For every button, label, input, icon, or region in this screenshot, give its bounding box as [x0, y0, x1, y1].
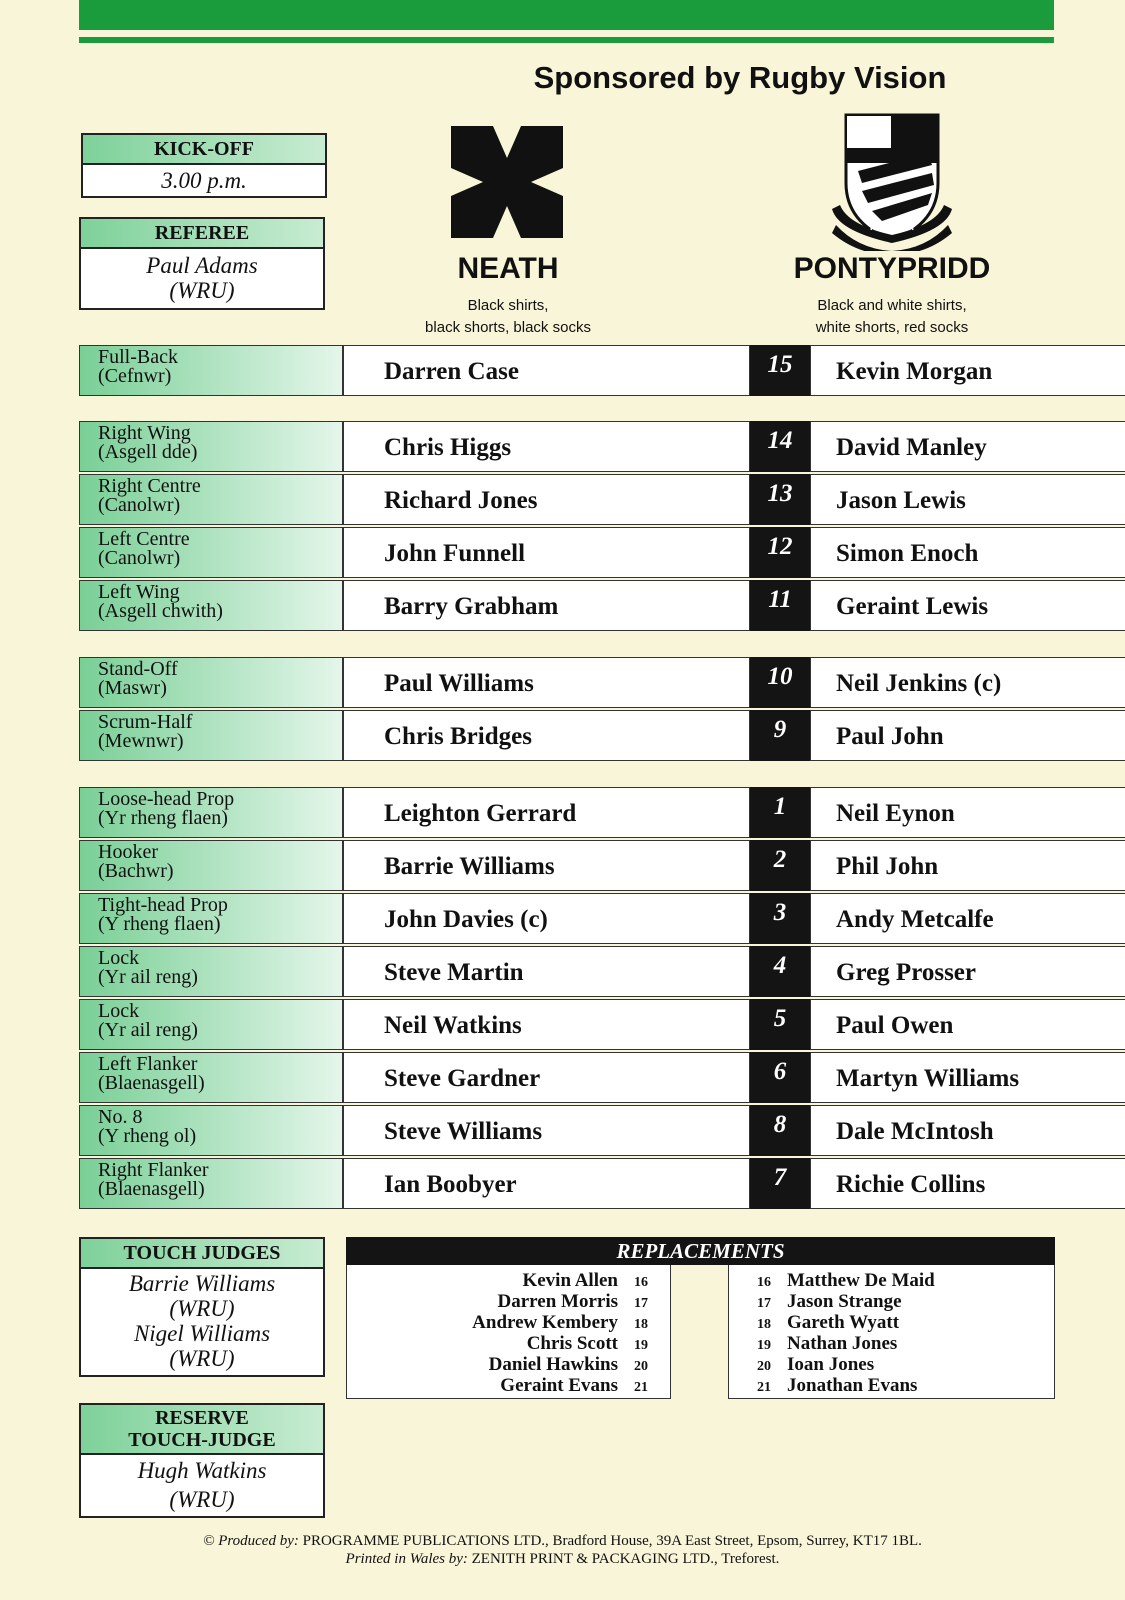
position-welsh: (Y rheng flaen) [98, 913, 221, 935]
home-player: Ian Boobyer [343, 1158, 750, 1209]
reserve-label-line1: RESERVE [155, 1407, 249, 1429]
shirt-number: 8 [750, 1105, 810, 1156]
replacement-number: 21 [634, 1380, 648, 1395]
home-kit [358, 295, 658, 339]
team-sheet-row [79, 787, 1054, 838]
position-name: Right Flanker [98, 1159, 209, 1181]
shirt-number: 2 [750, 840, 810, 891]
position-cell [79, 474, 343, 525]
position-welsh: (Y rheng ol) [98, 1125, 197, 1147]
home-player: Barry Grabham [343, 580, 750, 631]
replacement-name: Darren Morris [497, 1291, 618, 1312]
position-welsh: (Maswr) [98, 677, 167, 699]
home-replacement [347, 1291, 648, 1312]
replacement-name: Matthew De Maid [787, 1270, 935, 1291]
kickoff-box [81, 133, 327, 198]
position-cell [79, 1105, 343, 1156]
neath-cross-logo [451, 126, 563, 238]
position-cell [79, 840, 343, 891]
away-player: Dale McIntosh [810, 1105, 1125, 1156]
position-cell [79, 345, 343, 396]
home-replacement [347, 1354, 648, 1375]
home-player: John Funnell [343, 527, 750, 578]
top-green-bar [79, 0, 1054, 30]
away-player: Andy Metcalfe [810, 893, 1125, 944]
away-player: Richie Collins [810, 1158, 1125, 1209]
replacement-name: Andrew Kembery [472, 1312, 618, 1333]
reserve-union: (WRU) [169, 1487, 235, 1512]
position-name: No. 8 [98, 1106, 143, 1128]
home-player: Paul Williams [343, 657, 750, 708]
kickoff-label: KICK-OFF [83, 135, 325, 165]
shirt-number: 13 [750, 474, 810, 525]
away-player: Jason Lewis [810, 474, 1125, 525]
away-replacement [757, 1354, 1054, 1375]
home-player: Darren Case [343, 345, 750, 396]
shirt-number: 14 [750, 421, 810, 472]
position-cell [79, 999, 343, 1050]
position-name: Scrum-Half [98, 711, 193, 733]
home-player: Chris Bridges [343, 710, 750, 761]
position-welsh: (Cefnwr) [98, 365, 172, 387]
position-name: Left Centre [98, 528, 190, 550]
position-name: Loose-head Prop [98, 788, 235, 810]
home-team-name: NEATH [457, 252, 559, 285]
position-name: Lock [98, 947, 140, 969]
replacement-number: 19 [634, 1338, 648, 1353]
produced-label: © Produced by: [203, 1533, 299, 1549]
touch-judge-1-name: Barrie Williams [128, 1271, 276, 1296]
team-sheet-row [79, 1158, 1054, 1209]
team-sheet-row [79, 1052, 1054, 1103]
referee-box [79, 217, 325, 310]
shirt-number: 6 [750, 1052, 810, 1103]
position-cell [79, 421, 343, 472]
team-sheet-row [79, 710, 1054, 761]
touch-judges-box [79, 1237, 325, 1377]
away-player: David Manley [810, 421, 1125, 472]
position-cell [79, 893, 343, 944]
produced-text: PROGRAMME PUBLICATIONS LTD., Bradford House, 39A East Street, Epsom, Surrey, KT17 1BL. [302, 1533, 922, 1549]
shirt-number: 9 [750, 710, 810, 761]
position-name: Full-Back [98, 346, 178, 368]
away-replacement [757, 1375, 1054, 1396]
position-welsh: (Canolwr) [98, 547, 181, 569]
position-cell [79, 710, 343, 761]
team-sheet-row [79, 527, 1054, 578]
position-name: Right Centre [98, 475, 201, 497]
home-player: Steve Williams [343, 1105, 750, 1156]
shirt-number: 3 [750, 893, 810, 944]
position-welsh: (Yr ail reng) [98, 1019, 198, 1041]
away-player: Neil Eynon [810, 787, 1125, 838]
team-sheet-row [79, 1105, 1054, 1156]
position-cell [79, 1158, 343, 1209]
referee-label: REFEREE [81, 219, 323, 249]
away-player: Kevin Morgan [810, 345, 1125, 396]
away-player: Greg Prosser [810, 946, 1125, 997]
home-replacement [347, 1375, 648, 1396]
replacement-number: 19 [757, 1338, 771, 1353]
shirt-number: 1 [750, 787, 810, 838]
position-name: Hooker [98, 841, 158, 863]
replacement-name: Geraint Evans [500, 1375, 618, 1396]
replacements-heading: REPLACEMENTS [346, 1237, 1055, 1265]
home-player: Barrie Williams [343, 840, 750, 891]
home-replacement [347, 1312, 648, 1333]
replacement-number: 20 [757, 1359, 771, 1374]
away-player: Neil Jenkins (c) [810, 657, 1125, 708]
shirt-number: 11 [750, 580, 810, 631]
team-sheet-row [79, 999, 1054, 1050]
away-replacement [757, 1333, 1054, 1354]
replacement-name: Daniel Hawkins [488, 1354, 618, 1375]
position-cell [79, 580, 343, 631]
printed-text: ZENITH PRINT & PACKAGING LTD., Treforest. [471, 1551, 780, 1567]
home-player: Richard Jones [343, 474, 750, 525]
position-welsh: (Mewnwr) [98, 730, 184, 752]
away-player: Paul Owen [810, 999, 1125, 1050]
away-team-name: PONTYPRIDD [793, 252, 991, 285]
away-replacement [757, 1312, 1054, 1333]
kickoff-time: 3.00 p.m. [161, 168, 247, 193]
position-cell [79, 946, 343, 997]
shirt-number: 5 [750, 999, 810, 1050]
position-name: Right Wing [98, 422, 191, 444]
position-cell [79, 787, 343, 838]
home-player: John Davies (c) [343, 893, 750, 944]
replacement-name: Jason Strange [787, 1291, 902, 1312]
position-welsh: (Yr rheng flaen) [98, 807, 228, 829]
position-cell [79, 657, 343, 708]
position-name: Left Wing [98, 581, 180, 603]
away-player: Geraint Lewis [810, 580, 1125, 631]
footer-credits [0, 1532, 1125, 1568]
reserve-label-line2: TOUCH-JUDGE [128, 1429, 276, 1451]
position-cell [79, 1052, 343, 1103]
home-replacement [347, 1333, 648, 1354]
crest-lettering: P. R. F. C. [869, 222, 915, 233]
position-welsh: (Asgell dde) [98, 441, 198, 463]
printed-label: Printed in Wales by: [345, 1551, 468, 1567]
position-cell [79, 527, 343, 578]
pontypridd-crest-logo [828, 113, 956, 251]
home-replacements [346, 1265, 671, 1399]
shirt-number: 10 [750, 657, 810, 708]
replacement-name: Gareth Wyatt [787, 1312, 900, 1333]
away-player: Martyn Williams [810, 1052, 1125, 1103]
away-kit-line1: Black and white shirts, [817, 297, 967, 314]
replacement-name: Jonathan Evans [787, 1375, 918, 1396]
position-welsh: (Bachwr) [98, 860, 174, 882]
position-welsh: (Asgell chwith) [98, 600, 223, 622]
replacement-name: Nathan Jones [787, 1333, 898, 1354]
team-sheet-row [79, 474, 1054, 525]
away-player: Paul John [810, 710, 1125, 761]
position-name: Stand-Off [98, 658, 178, 680]
team-sheet-row [79, 840, 1054, 891]
team-sheet-row [79, 657, 1054, 708]
team-sheet-row [79, 345, 1054, 396]
away-player: Simon Enoch [810, 527, 1125, 578]
position-name: Lock [98, 1000, 140, 1022]
replacement-number: 16 [634, 1275, 648, 1290]
replacement-name: Kevin Allen [522, 1270, 618, 1291]
position-welsh: (Canolwr) [98, 494, 181, 516]
home-player: Leighton Gerrard [343, 787, 750, 838]
home-player: Neil Watkins [343, 999, 750, 1050]
away-replacement [757, 1270, 1054, 1291]
team-sheet-row [79, 421, 1054, 472]
team-sheet-row [79, 893, 1054, 944]
replacement-number: 18 [757, 1317, 771, 1332]
position-name: Tight-head Prop [98, 894, 228, 916]
shirt-number: 4 [750, 946, 810, 997]
position-welsh: (Yr ail reng) [98, 966, 198, 988]
touch-judge-2-union: (WRU) [169, 1346, 235, 1371]
home-replacement [347, 1270, 648, 1291]
shirt-number: 7 [750, 1158, 810, 1209]
position-name: Left Flanker [98, 1053, 198, 1075]
replacement-number: 20 [634, 1359, 648, 1374]
reserve-touch-judge-box [79, 1403, 325, 1518]
touch-judge-2-name: Nigel Williams [133, 1321, 271, 1346]
replacement-name: Ioan Jones [787, 1354, 875, 1375]
away-replacement [757, 1291, 1054, 1312]
away-kit-line2: white shorts, red socks [815, 319, 969, 336]
replacement-number: 21 [757, 1380, 771, 1395]
top-green-rule [79, 37, 1054, 43]
replacement-number: 16 [757, 1275, 771, 1290]
away-player: Phil John [810, 840, 1125, 891]
home-kit-line1: Black shirts, [467, 297, 549, 314]
shirt-number: 15 [750, 345, 810, 396]
touch-judges-label: TOUCH JUDGES [81, 1239, 323, 1269]
replacement-number: 18 [634, 1317, 648, 1332]
home-player: Chris Higgs [343, 421, 750, 472]
touch-judge-1-union: (WRU) [169, 1296, 235, 1321]
replacement-name: Chris Scott [526, 1333, 618, 1354]
sponsor-heading: Sponsored by Rugby Vision [533, 60, 947, 95]
home-player: Steve Gardner [343, 1052, 750, 1103]
team-sheet-row [79, 946, 1054, 997]
reserve-name: Hugh Watkins [137, 1458, 267, 1483]
position-welsh: (Blaenasgell) [98, 1178, 205, 1200]
referee-union: (WRU) [169, 278, 235, 303]
home-kit-line2: black shorts, black socks [425, 319, 591, 336]
away-kit [742, 295, 1042, 339]
home-player: Steve Martin [343, 946, 750, 997]
shirt-number: 12 [750, 527, 810, 578]
replacement-number: 17 [634, 1296, 648, 1311]
referee-name: Paul Adams [146, 253, 258, 278]
position-welsh: (Blaenasgell) [98, 1072, 205, 1094]
away-replacements [728, 1265, 1055, 1399]
replacement-number: 17 [757, 1296, 771, 1311]
team-sheet-row [79, 580, 1054, 631]
